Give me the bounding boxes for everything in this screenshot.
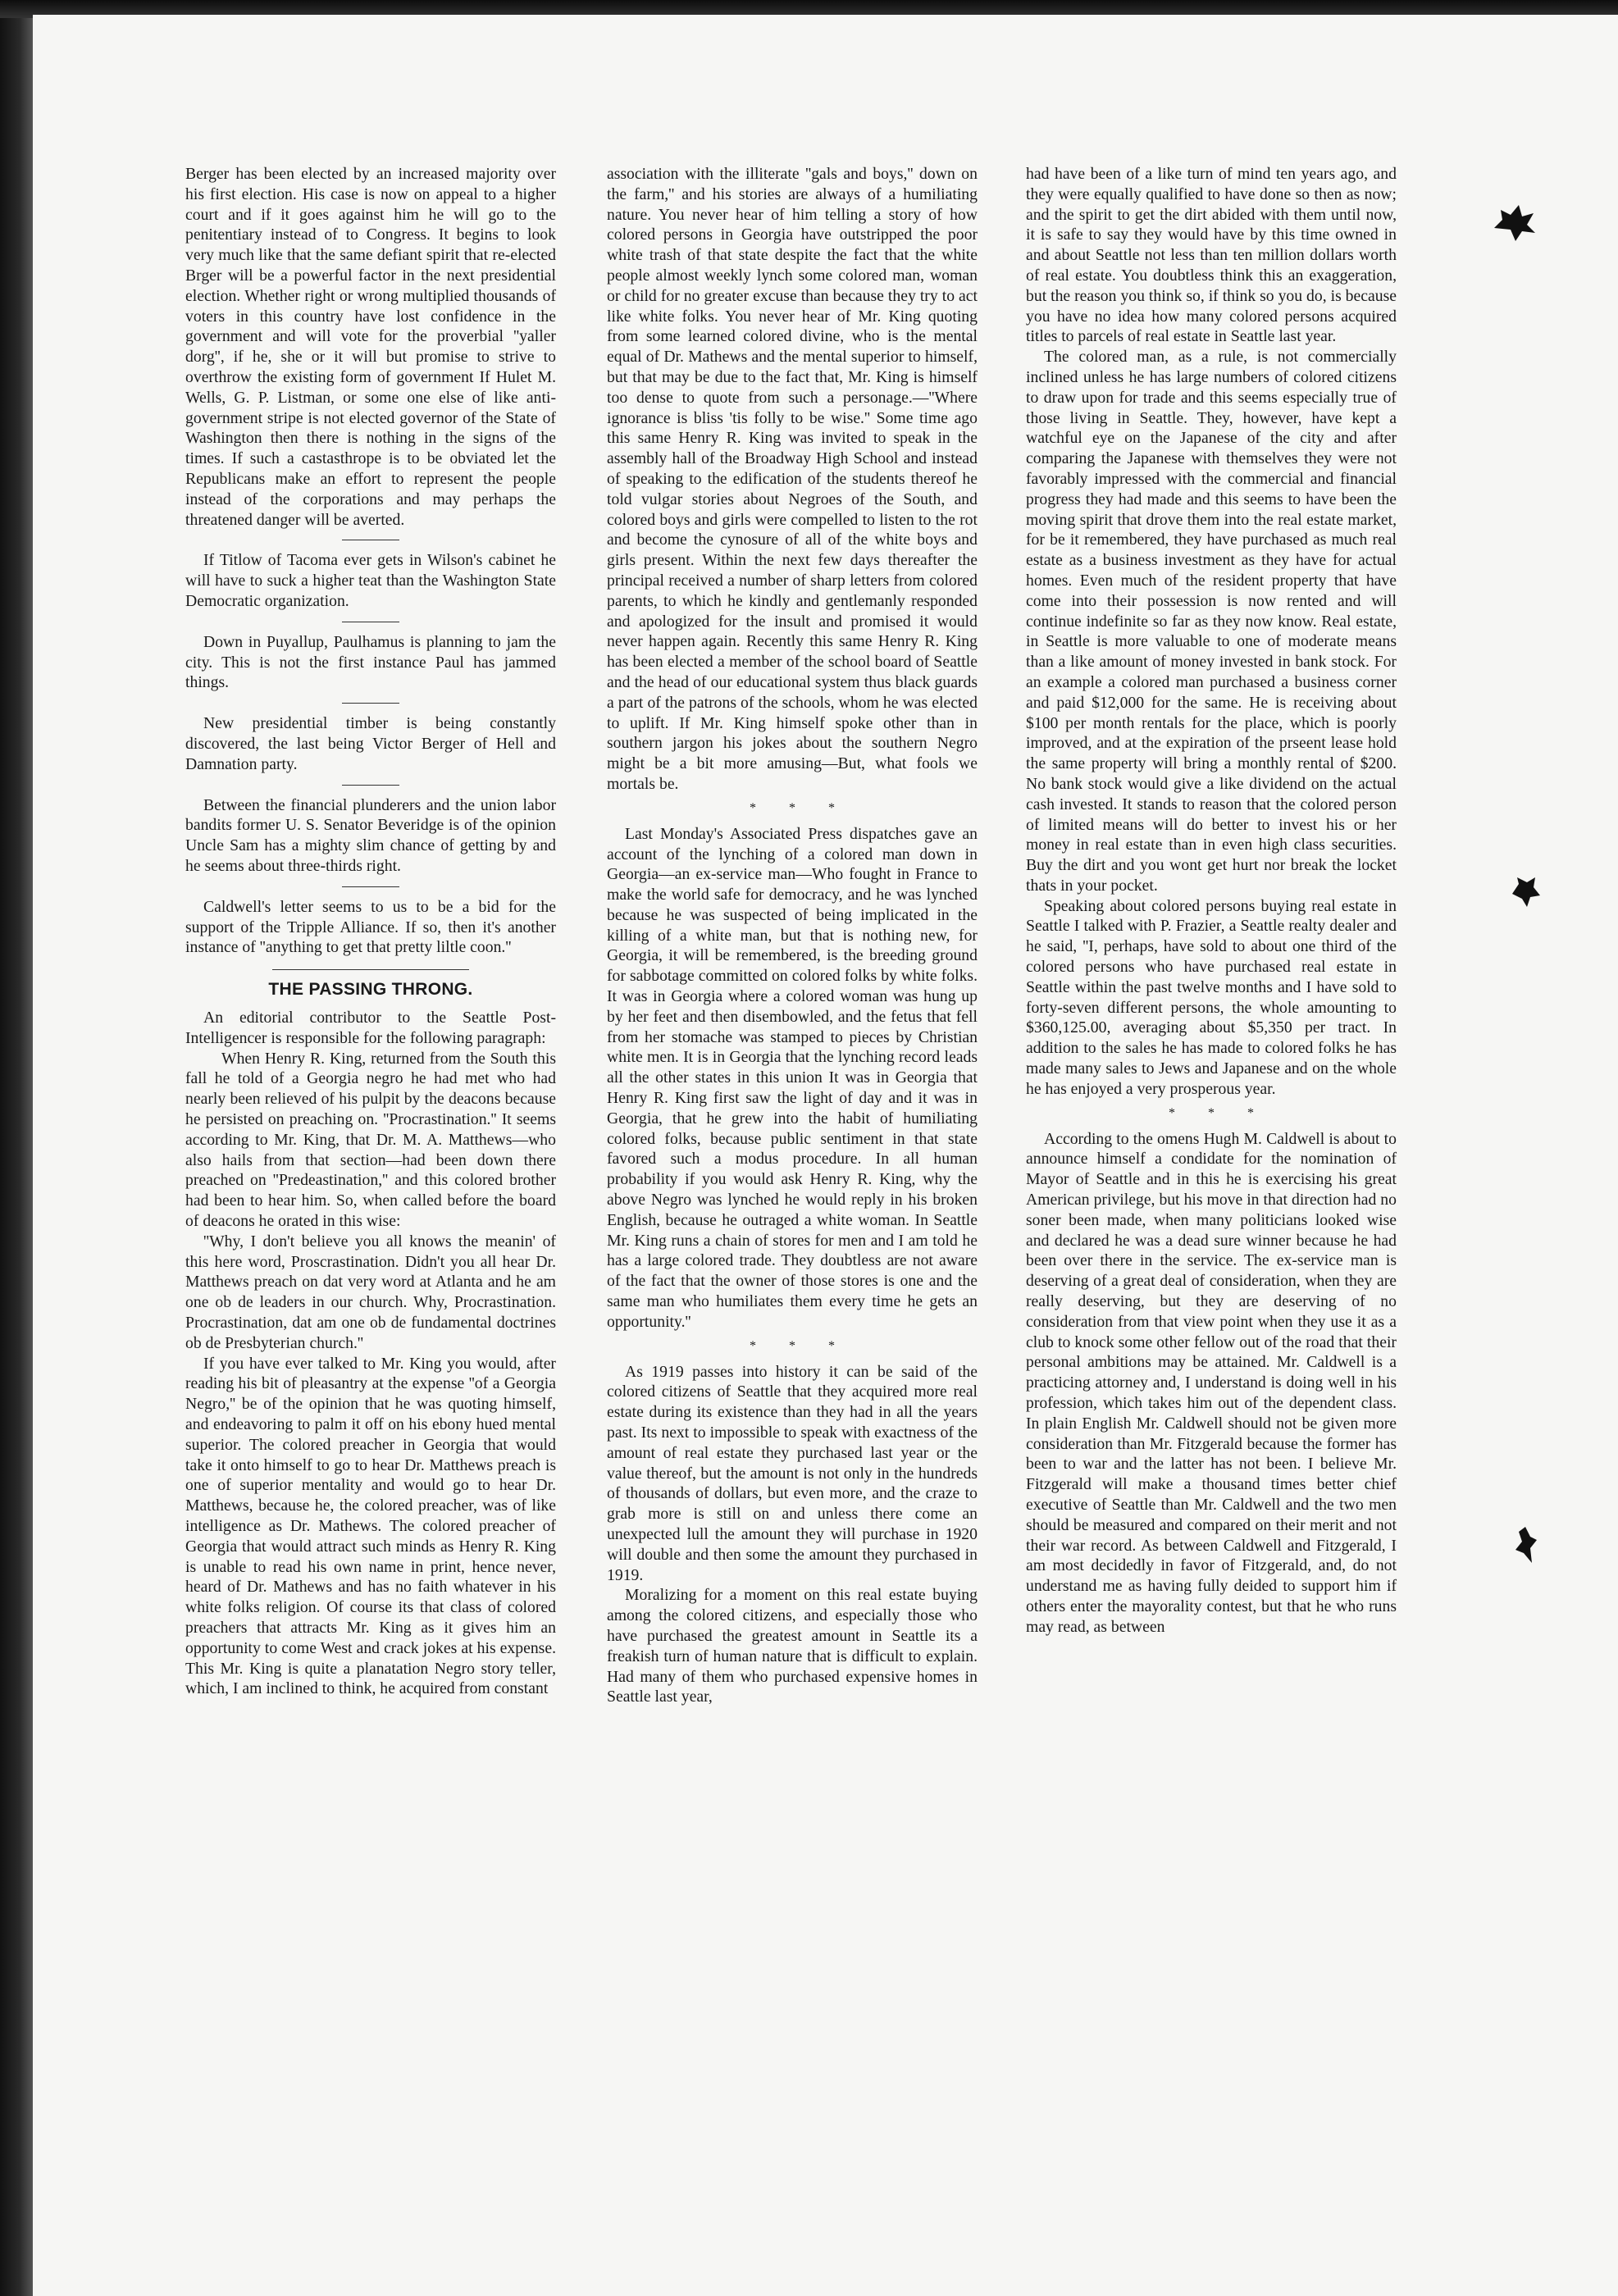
section-divider	[272, 969, 469, 970]
article-paragraph: Caldwell's letter seems to us to be a bid for the support of the Tripple Alliance. If so, then it's another instance of ''anything to get that pretty liltle coon.''	[185, 897, 556, 957]
article-paragraph: Down in Puyallup, Paulhamus is planning to jam the city. This is not the first instance Paul has jammed things.	[185, 632, 556, 692]
article-paragraph: Berger has been elected by an increased majority over his first election. His case is now on appeal to a higher court and if it goes against him he will go to the penitentiary instead of to Congress. It begins to look very much like that the same defiant spirit that re-elected Brger will be a powerful factor in the next presidential election. Whether right or wrong multiplied thousands of voters in this country have lost confidence in the government and will vote for the proverbial ''yaller dorg'', if he, she or it will but promise to strive to overthrow the existing form of government If Hulet M. Wells, G. P. Listman, or some one else of like anti-government stripe is not elected governor of the State of Washington then there is nothing in the signs of the times. If such a castasthrope is to be obviated let the Republicans make an effort to represent the people instead of the corporations and may perhaps the threatened danger will be averted.	[185, 165, 556, 529]
divider-rule	[342, 785, 399, 786]
article-paragraph: Last Monday's Associated Press dispatches gave an account of the lynching of a colored man down in Georgia—an ex-service man—Who fought in France to make the world safe for democracy, and he was lynched because he was suspected of being implicated in the killing of a white man, but that is nothing new, for Georgia, it will be remembered, is the breeding ground for sabbotage committed on colored folks by white folks. It was in Georgia where a colored woman was hung up by her feet and then disembowled, and the fetus that fell from her stomache was stamped to pieces by Christian white men. It is in Georgia that the lynching record leads all the other states in this union It was in Georgia that Henry R. King first saw the light of day and it was in Georgia, that he grew into the habit of humiliating colored folks, because public sentiment in that state favored such a modus procedure. In all human probability if you would ask Henry R. King, why the above Negro was lynched he would reply in his broken English, because he outraged a white woman. In Seattle Mr. King runs a chain of stores for men and I am told he has a large colored trade. They doubtless are not aware of the fact that the owner of those stores is one and the same man who humiliates them every time he gets an opportunity.''	[607, 824, 978, 1331]
column-1	[185, 164, 556, 2165]
ink-blot-3	[1514, 1525, 1538, 1565]
article-paragraph: The colored man, as a rule, is not commercially inclined unless he has large numbers of colored citizens to draw upon for trade and this seems especially true of those living in Seattle. They, however, have kept a watchful eye on the Japanese of the city and after comparing the Japanese with themselves they were not favorably impressed with the commercial and financial progress they had made and this seems to have been the moving spirit that drove them into the real estate market, for be it remembered, they have purchased as much real estate as a business investment as they have for actual homes. Even much of the resident property that have come into their possession is now rented and will continue indefinite so far as they now know. Real estate, in Seattle is more valuable to one of moderate means than a like amount of money invested in bank stock. For an example a colored man purchased a business corner and paid $12,000 for the same. He is receiving about $100 per month rentals for the place, which is poorly improved, and at the expiration of the prseent lease hold the same property will bring a monthly rental of $200. No bank stock would give a like dividend on the actual cash invested. It stands to reason that the colored person of limited means will do better to invest his or her money in real estate than in even high class securities. Buy the dirt and you wont get hurt nor break the locket thats in your pocket.	[1026, 348, 1397, 895]
article-paragraph: An editorial contributor to the Seattle Post-Intelligencer is responsible for the following paragraph:	[185, 1009, 556, 1047]
article-paragraph: If you have ever talked to Mr. King you would, after reading his bit of pleasantry at the expense ''of a Georgia Negro,'' be of the opinion that he was quoting himself, and endeavoring to palm it off on his ebony hued mental superior. The colored preacher in Georgia that would take it onto himself to go to hear Dr. Matthews preach is one of superior mentality and would go to hear Dr. Matthews, because he, the colored preacher, was of like intelligence as Dr. Mathews. The colored preacher of Georgia that would attract such minds as Henry R. King is unable to read his own name in print, hence never, heard of Dr. Mathews and has no faith whatever in his white folks religion. Of course its that class of colored preachers that attracts Mr. King as it gives him an opportunity to come West and crack jokes at his expense. This Mr. King is quite a planatation Negro story teller, which, I am inclined to think, he acquired from constant	[185, 1354, 556, 1698]
article-paragraph: Moralizing for a moment on this real estate buying among the colored citizens, and especially those who have purchased the greatest amount in Seattle its a freakish turn of human nature that is difficult to explain. Had many of them who purchased expensive homes in Seattle last year,	[607, 1586, 978, 1706]
section-stars: * * *	[750, 1338, 850, 1353]
section-heading: THE PASSING THRONG.	[268, 980, 473, 1000]
quoted-paragraph: ''Why, I don't believe you all knows the meanin' of this here word, Proscrastination. Didn't you all hear Dr. Matthews preach on dat very word at Atlanta and he am one ob de leaders in our church. Why, Procrastination. Procrastination, dat am one ob de fundamental doctrines ob de Presbyterian church.''	[185, 1232, 556, 1352]
ink-blot-1	[1491, 203, 1537, 243]
divider-rule	[342, 703, 399, 704]
divider-rule	[342, 886, 399, 887]
article-paragraph: association with the illiterate ''gals and boys,'' down on the farm,'' and his stories are always of a humiliating nature. You never hear of him telling a story of how colored persons in Georgia have outstripped the poor white trash of that state despite the fact that the white people almost weekly lynch some colored man, woman or child for no greater excuse than because they try to act like white folks. You never hear of Mr. King quoting from some learned colored divine, who is the mental equal of Dr. Mathews and the mental superior to himself, but that may be due to the fact that, Mr. King is himself too dense to quote from such a personage.—''Where ignorance is bliss 'tis folly to be wise.'' Some time ago this same Henry R. King was invited to speak in the assembly hall of the Broadway High School and instead of speaking to the edification of the students thereof he told vulgar stories about Negroes of the South, and colored boys and girls were compelled to listen to the rot and become the cynosure of all of the white boys and girls present. Within the next few days thereafter the principal received a number of sharp letters from colored parents, to which he kindly and gentlemanly responded and apologized for the insult and promised it would never happen again. Recently this same Henry R. King has been elected a member of the school board of Seattle and the head of our educational system thus black guards a part of the patrons of the schools, whom he was elected to uplift. If Mr. King himself spoke other than in southern jargon his jokes about the southern Negro might be a bit more amusing—But, what fools we mortals be.	[607, 165, 978, 793]
article-paragraph: Between the financial plunderers and the union labor bandits former U. S. Senator Beveridge is of the opinion Uncle Sam has a mighty slim chance of getting by and he seems about three-thirds right.	[185, 795, 556, 875]
article-paragraph: had have been of a like turn of mind ten years ago, and they were equally qualified to have done so then as now; and the spirit to get the dirt abided with them until now, it is safe to say they would have by this time owned in and about Seattle not less than ten million dollars worth of real estate. You doubtless think this an exaggeration, but the reason you think so, if think so you do, is because you have no idea how many colored persons acquired titles to parcels of real estate in Seattle last year.	[1026, 165, 1397, 346]
article-paragraph: If Titlow of Tacoma ever gets in Wilson's cabinet he will have to suck a higher teat than the Washington State Democratic organization.	[185, 551, 556, 610]
article-paragraph: New presidential timber is being constantly discovered, the last being Victor Berger of Hell and Damnation party.	[185, 714, 556, 773]
column-3	[1026, 164, 1397, 2066]
scan-edge-left	[0, 0, 33, 2296]
ink-blot-2	[1509, 876, 1542, 909]
article-paragraph: According to the omens Hugh M. Caldwell is about to announce himself a condidate for the nomination of Mayor of Seattle and in this he is exercising his great American privilege, but his move in that direction had no soner been made, when many politicians looked wise and declared he was a dead sure winner because he had been over there in the service. The ex-service man is deserving of a great deal of consideration, when they are really deserving, but they are deserving of no consideration from that view point when they use it as a club to knock some other fellow out of the road that their personal ambitions may be attained. Mr. Caldwell is a practicing attorney and, I understand is doing well in his profession, which takes him out of the dependent class. In plain English Mr. Caldwell should not be given more consideration than Mr. Fitzgerald because the former has been to war and the latter has not been. I believe Mr. Fitzgerald will make a thousand times better chief executive of Seattle than Mr. Caldwell and the two men should be measured and compared on their merit and not their war record. As between Caldwell and Fitzgerald, I am most decidedly in favor of Fitzgerald, and, do not understand me as having fully deided to support him if others enter the mayorality contest, but that he who runs may read, as between	[1026, 1129, 1397, 1636]
section-stars: * * *	[750, 800, 850, 815]
column-2	[607, 164, 978, 1706]
article-paragraph: As 1919 passes into history it can be said of the colored citizens of Seattle that they acquired more real estate during its existence than they had in all the years past. Its next to impossible to speak with exactness of the amount of real estate they purchased last year or the value thereof, but the amount is not only in the hundreds of thousands of dollars, but even more, and the craze to grab more is still on and unless there come an unexpected lull the amount they will purchase in 1920 will double and then some the amount they purchased in 1919.	[607, 1362, 978, 1584]
section-stars: * * *	[1169, 1105, 1269, 1120]
quoted-paragraph: When Henry R. King, returned from the South this fall he told of a Georgia negro he had met who had nearly been relieved of his pulpit by the deacons because he persisted on preaching on. ''Procrastination.'' It seems according to Mr. King, that Dr. M. A. Matthews—who also hails from that section—had been down there preached on ''Predeastination,'' and this colored brother had been to hear him. So, when called before the board of deacons he orated in this wise:	[185, 1049, 556, 1231]
article-paragraph: Speaking about colored persons buying real estate in Seattle I talked with P. Frazier, a Seattle realty dealer and he said, ''I, perhaps, have sold to about one third of the colored persons who have purchased real estate in Seattle within the past twelve months and I have sold to forty-seven different persons, the whole amounting to $360,125.00, averaging about $5,350 per tract. In addition to the sales he has made to colored folks he has made many sales to Jews and Japanese and on the whole he has enjoyed a very prosperous year.	[1026, 896, 1397, 1098]
